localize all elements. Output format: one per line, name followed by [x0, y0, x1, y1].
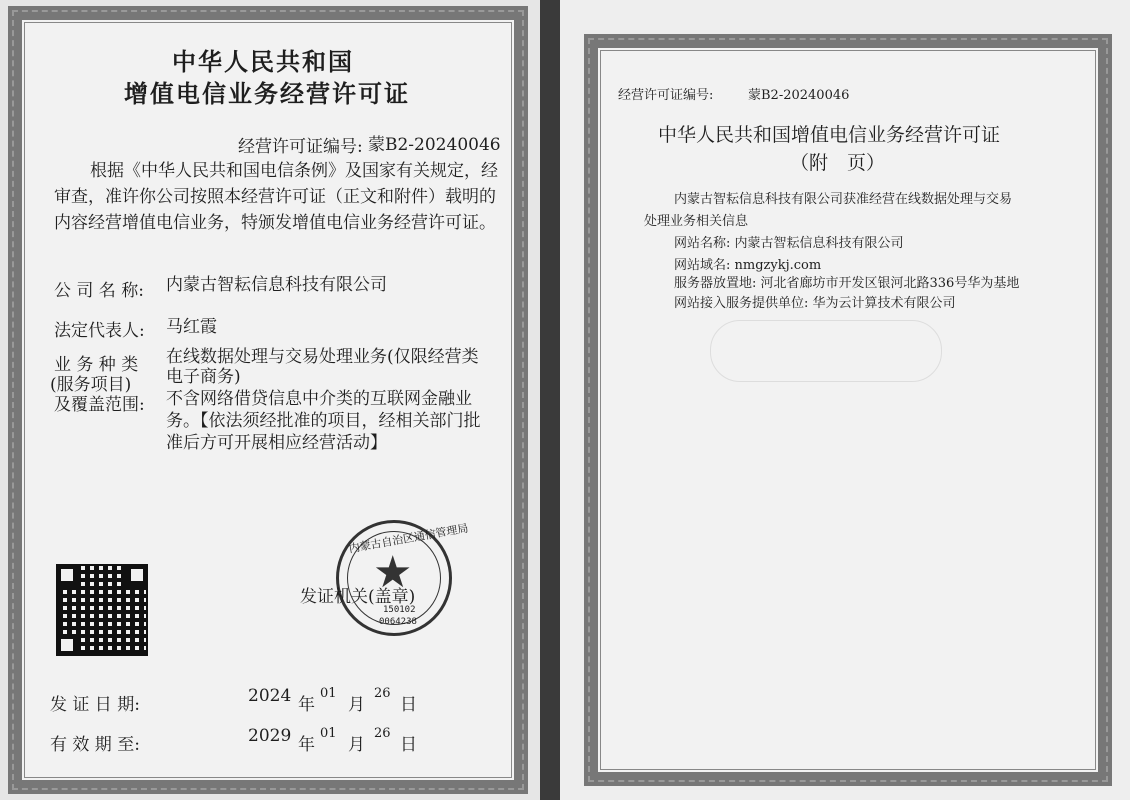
day-char: 日: [400, 695, 417, 715]
annex-domain: 网站域名: nmgzykj.com: [674, 258, 822, 273]
scope-label-3: 及覆盖范围:: [54, 395, 145, 415]
annex-site-name: 网站名称: 内蒙古智耘信息科技有限公司: [674, 236, 904, 251]
year-char: 年: [298, 695, 315, 715]
issue-date-label: 发 证 日 期:: [50, 695, 140, 715]
issue-year: 2024: [248, 686, 292, 706]
legal-rep-label: 法定代表人:: [54, 321, 145, 341]
day-char: 日: [400, 735, 417, 755]
company-name: 内蒙古智耘信息科技有限公司: [166, 275, 387, 295]
qr-code: [56, 564, 148, 656]
license-number-label: 经营许可证编号:: [238, 137, 363, 157]
annex-license-number: 蒙B2-20240046: [748, 88, 850, 103]
seal-number-1: 150102: [383, 605, 416, 615]
annex-line-1: 内蒙古智耘信息科技有限公司获准经营在线数据处理与交易: [674, 192, 1013, 207]
scope-line-1: 在线数据处理与交易处理业务(仅限经营类: [166, 347, 479, 367]
issue-day: 26: [374, 686, 391, 701]
scope-line-5: 准后方可开展相应经营活动】: [166, 433, 387, 453]
company-name-label: 公 司 名 称:: [54, 281, 144, 301]
intro-line-2: 审查，准许你公司按照本经营许可证（正文和附件）载明的: [54, 187, 496, 207]
year-char: 年: [298, 735, 315, 755]
valid-year: 2029: [248, 726, 292, 746]
star-icon: ★: [373, 547, 413, 598]
annex-provider: 网站接入服务提供单位: 华为云计算技术有限公司: [674, 296, 956, 311]
license-number: 蒙B2-20240046: [368, 135, 501, 155]
title-line-1: 中华人民共和国: [172, 47, 354, 76]
seal-ring-text: 内蒙古自治区通信管理局: [347, 521, 470, 556]
valid-until-label: 有 效 期 至:: [50, 735, 140, 755]
certificate-main-page: [0, 0, 540, 800]
annex-title: 中华人民共和国增值电信业务经营许可证: [658, 124, 1001, 146]
scope-line-2: 电子商务): [166, 367, 241, 387]
scope-label-1: 业 务 种 类: [54, 355, 139, 375]
scope-line-4: 务。【依法须经批准的项目，经相关部门批: [166, 411, 481, 431]
legal-rep: 马红霞: [166, 317, 217, 337]
intro-line-3: 内容经营增值电信业务，特颁发增值电信业务经营许可证。: [54, 213, 496, 233]
scope-line-3: 不含网络借贷信息中介类的互联网金融业: [166, 389, 472, 409]
annex-license-label: 经营许可证编号:: [618, 88, 714, 103]
annex-subtitle: （附 页）: [790, 152, 886, 174]
annex-server-location: 服务器放置地: 河北省廊坊市开发区银河北路336号华为基地: [674, 276, 1020, 291]
certificate-annex-page: [560, 0, 1130, 800]
valid-day: 26: [374, 726, 391, 741]
valid-month: 01: [320, 726, 337, 741]
month-char: 月: [348, 735, 365, 755]
intro-line-1: 根据《中华人民共和国电信条例》及国家有关规定，经: [90, 161, 498, 181]
annex-line-2: 处理业务相关信息: [644, 214, 749, 229]
issue-month: 01: [320, 686, 337, 701]
scope-label-2: (服务项目): [50, 375, 132, 395]
watermark-emblem: [710, 320, 942, 382]
title-line-2: 增值电信业务经营许可证: [124, 79, 410, 108]
seal-number-2: 0064238: [379, 617, 417, 627]
issuer-label: 发证机关(盖章): [300, 587, 416, 607]
month-char: 月: [348, 695, 365, 715]
